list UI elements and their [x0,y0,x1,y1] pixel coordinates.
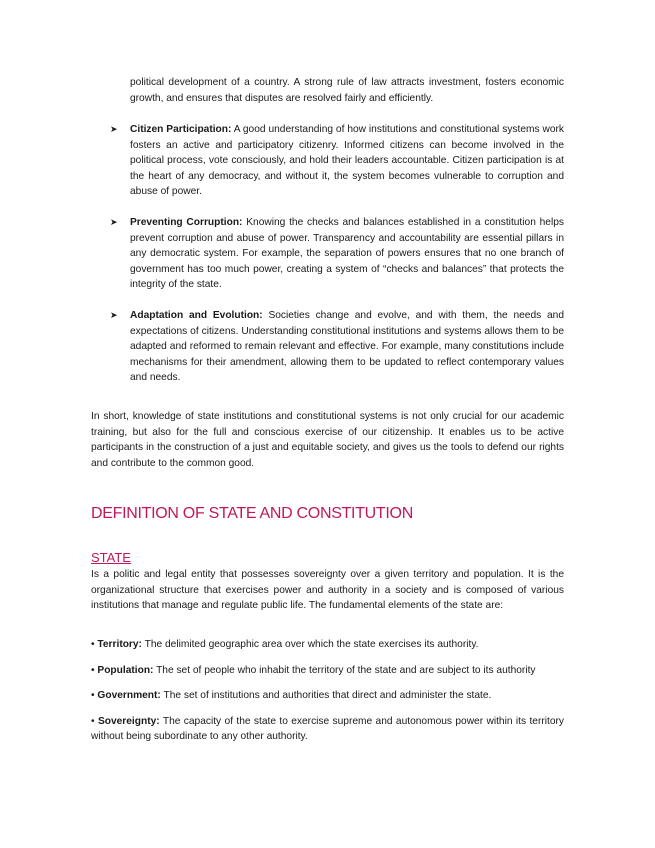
bullet-dot-icon: • [91,639,95,650]
state-definition-paragraph: Is a politic and legal entity that possesses sovereignty over a given territory and population. It is the organizational structure that exercises power and authority in a society and is composed of various institutions that manage and regulate public life. The fundamental elements of the state are: [91,569,564,612]
element-item-government [91,688,564,704]
arrow-bullet-icon: ➤ [110,216,118,227]
bullet-dot-icon: • [91,664,95,676]
element-title: Territory: [97,639,142,650]
element-title: Population: [94,664,154,676]
bullet-item-adaptation-evolution [108,308,564,386]
arrow-bullet-icon: ➤ [110,124,118,134]
element-title: Sovereignty: [97,715,160,727]
arrow-bullet-icon: ➤ [110,309,118,320]
element-item-population [91,663,564,679]
state-subheading: STATE [91,550,131,565]
element-item-territory [91,637,564,653]
element-text: The set of institutions and authorities that direct and administer the state. [160,690,492,702]
bullet-title: Preventing Corruption: [130,216,243,228]
element-text: The capacity of the state to exercise supreme and autonomous power within its territory without being subordinate to any other authority. [91,715,564,743]
bullet-text: Societies change and evolve, and with them, the needs and expectations of citizens. Understanding constitutional institutions and systems allows them to be adapted and reformed to remain relevant and effective. For example, many constitutions include mechanisms for their amendment, allowing them to be updated to reflect contemporary values and needs. [130,309,564,384]
element-text: The set of people who inhabit the territory of the state and are subject to its authority [153,664,536,676]
bullet-text: A good understanding of how institutions and constitutional systems work fosters an active and participatory citizenry. Informed citizens can become involved in the political process, vote consciously, and hold their leaders accountable. Citizen participation is at the heart of any democracy, and without it, the system becomes vulnerable to corruption and abuse of power. [130,124,564,198]
bullet-dot-icon: • [91,690,95,702]
element-text: The delimited geographic area over which the state exercises its authority. [141,639,479,650]
element-item-sovereignty [91,714,564,745]
element-title: Government: [97,690,161,702]
bullet-dot-icon: • [91,715,95,727]
bullet-title: Citizen Participation: [130,124,232,135]
bullet-item-preventing-corruption [108,215,564,293]
state-elements-list [91,637,564,755]
section-heading: DEFINITION OF STATE AND CONSTITUTION [91,505,413,522]
bullet-item-citizen-participation [108,122,564,200]
bullet-title: Adaptation and Evolution: [130,309,263,321]
bullet-text: Knowing the checks and balances established in a constitution helps prevent corruption and abuse of power. Transparency and accountability are essential pillars in any democratic system. For example, the separation of powers ensures that no one branch of government has too much power, creating a system of “checks and balances” that protects the integrity of the state. [130,216,564,291]
continuation-paragraph: political development of a country. A strong rule of law attracts investment, fosters economic growth, and ensures that disputes are resolved fairly and efficiently. [130,77,564,104]
importance-bullet-list [108,122,564,401]
summary-paragraph: In short, knowledge of state institutions and constitutional systems is not only crucial for our academic training, but also for the full and conscious exercise of our citizenship. It enables us to be active participants in the construction of a just and equitable society, and gives us the tools to defend our rights and contribute to the common good. [91,411,564,469]
